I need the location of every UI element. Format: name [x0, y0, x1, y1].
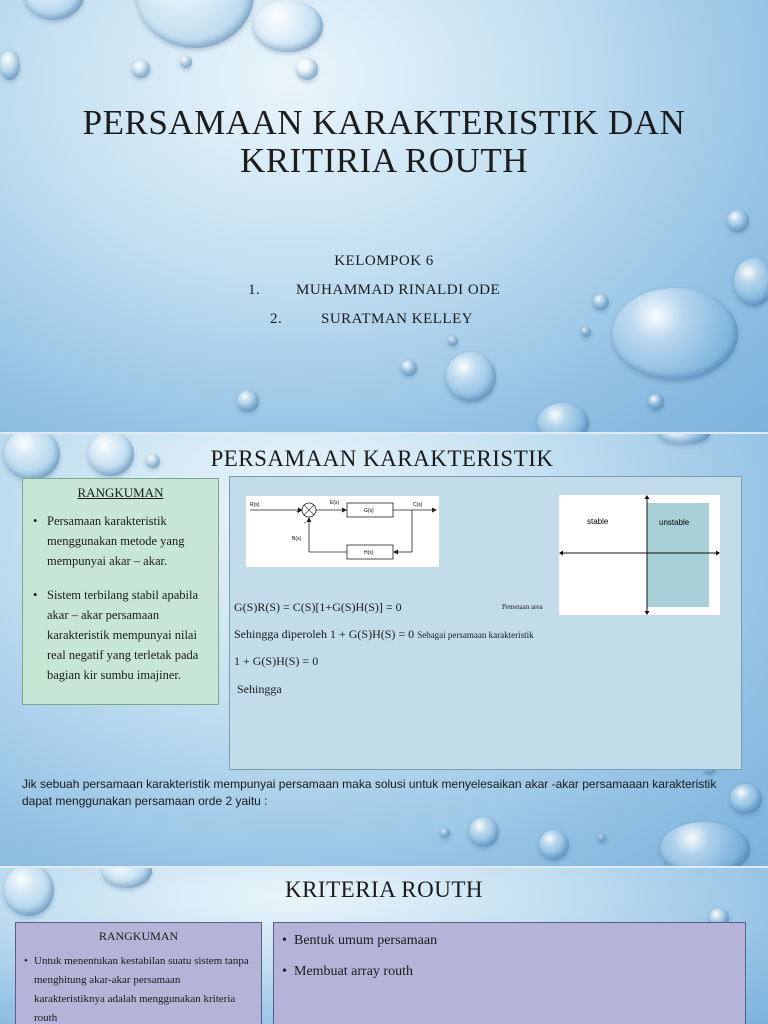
water-bubble [132, 60, 150, 78]
summary-heading: RANGKUMAN [77, 485, 164, 500]
s-plane-plot [559, 495, 720, 615]
water-bubble [658, 434, 710, 444]
input-label: R(s) [250, 502, 260, 508]
output-label: C(s) [413, 502, 423, 508]
equation-2 [234, 627, 534, 642]
water-bubble [539, 830, 569, 860]
title-line-2: KRITIRIA ROUTH [240, 141, 528, 180]
water-bubble [581, 327, 591, 337]
characteristic-equation-slide [0, 434, 768, 866]
member-name: MUHAMMAD RINALDI ODE [296, 282, 501, 298]
title-slide [0, 0, 768, 432]
water-bubble [446, 352, 496, 402]
feedback-label: H(s) [364, 550, 374, 556]
plot-caption: Pemetaan area [502, 603, 543, 611]
arrow-head [342, 508, 347, 513]
summary-point: • Untuk menentukan kestabilan suatu sistem tanpa menghitung akar-akar persamaan karakteristiknya adalah menggunakan kriteria routh [24, 952, 253, 1024]
arrow-head [645, 611, 650, 615]
arrow-head [432, 508, 437, 513]
block-diagram [246, 496, 439, 567]
water-bubble [401, 360, 417, 376]
summary-point: • Persamaan karakteristik menggunakan metode yang mempunyai akar – akar. [29, 511, 212, 571]
equation-2-text: Sehingga diperoleh 1 + G(S)H(S) = 0 [234, 627, 415, 641]
water-bubble [734, 258, 768, 306]
minus-sign: - [304, 520, 307, 527]
water-bubble [469, 817, 499, 847]
slide-title: KRITERIA ROUTH [284, 877, 484, 902]
water-bubble [296, 58, 318, 80]
member-number: 1. [248, 282, 261, 298]
water-bubble [727, 210, 749, 232]
arrow-head [559, 551, 563, 556]
water-bubble [660, 822, 750, 866]
routh-point: • Membuat array routh [282, 962, 737, 982]
routh-point-list [282, 931, 737, 982]
routh-point: • Bentuk umum persamaan [282, 931, 737, 951]
summary-heading: RANGKUMAN [98, 929, 179, 943]
water-bubble [24, 0, 84, 20]
plus-sign: + [296, 509, 301, 516]
summary-list [29, 511, 212, 685]
equation-3: 1 + G(S)H(S) = 0 [234, 654, 319, 668]
equation-4: Sehingga [237, 682, 282, 696]
water-bubble [612, 288, 738, 380]
water-bubble [237, 390, 259, 412]
equation-2-note: Sebagai persamaan karakteristik [417, 630, 534, 640]
summary-point: • Sistem terbilang stabil apabila akar – akar persamaan karakteristik mempunyai nilai real negatif yang terletak pada bagian kir sumbu imajiner. [29, 585, 212, 685]
stable-label: stable [587, 517, 609, 526]
arrow-head [645, 495, 650, 499]
routh-summary-box [15, 922, 262, 1024]
water-bubble [0, 50, 20, 80]
arrow-head [716, 551, 720, 556]
water-bubble [448, 336, 458, 346]
slide-title: PERSAMAAN KARAKTERISTIK [210, 446, 554, 471]
water-bubble [537, 403, 589, 432]
forward-label: G(s) [364, 508, 374, 514]
water-bubble [253, 0, 323, 52]
water-bubble [648, 394, 664, 410]
water-bubble [136, 0, 254, 48]
member-name: SURATMAN KELLEY [321, 311, 474, 327]
water-bubble [180, 56, 192, 68]
title-line-1: PERSAMAAN KARAKTERISTIK DAN [82, 103, 686, 142]
routh-content-box [273, 922, 746, 1024]
block-diagram-svg [246, 496, 439, 567]
arrow-head [393, 550, 398, 555]
unstable-label: unstable [659, 518, 690, 527]
s-plane-svg [559, 495, 720, 615]
arrow-head [307, 517, 312, 522]
routh-criterion-slide [0, 868, 768, 1024]
group-label: KELOMPOK 6 [334, 253, 434, 269]
equation-1: G(S)R(S) = C(S)[1+G(S)H(S)] = 0 [234, 600, 402, 614]
error-label: E(s) [330, 500, 340, 506]
member-number: 2. [270, 311, 283, 327]
presentation-title [60, 104, 708, 180]
closing-paragraph: Jik sebuah persamaan karakteristik mempunyai persamaan maka solusi untuk menyelesaikan akar -akar persamaaan karakteristik dapat menggunakan persamaan orde 2 yaitu : [22, 777, 717, 808]
content-box [229, 476, 742, 770]
feedback-signal-label: B(s) [292, 536, 302, 542]
water-bubble [598, 834, 606, 842]
water-bubble [593, 294, 609, 310]
water-bubble [440, 828, 450, 838]
summary-box [22, 478, 219, 705]
